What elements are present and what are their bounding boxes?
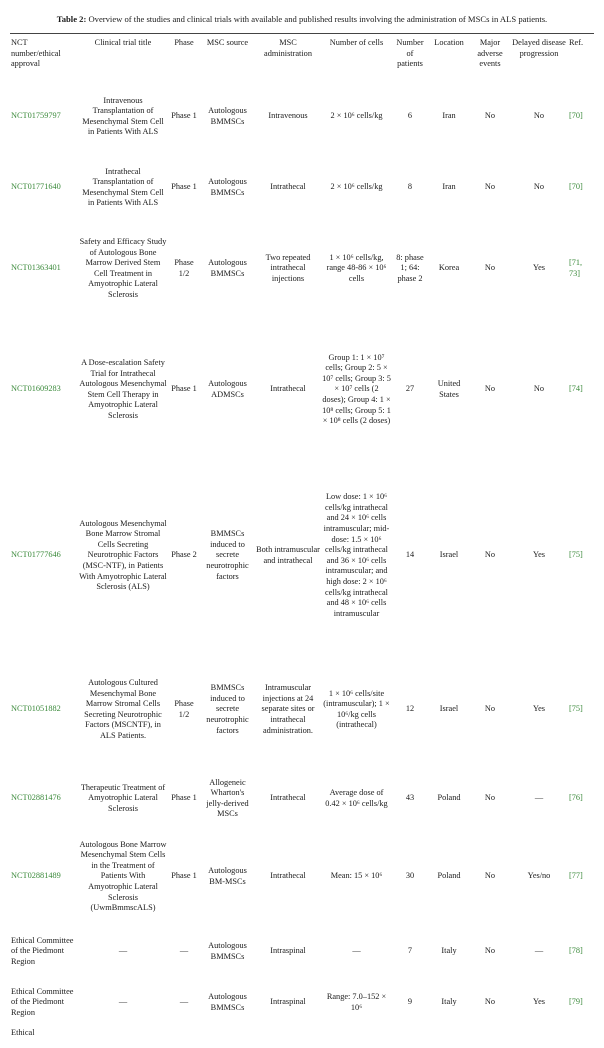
cells-cell: Low dose: 1 × 10⁶ cells/kg intrathecal and 24 × 10⁶ cells intramuscular; mid-dose: 1.5 × 10⁶ cells/kg intrathecal and 36 × 10⁶ cells intramuscular; and high dose: 2 × 10⁶ cells/kg intrathecal and 48 × 10⁶ cells intramuscular — [323, 492, 390, 618]
trial-title: Autologous Bone Marrow Mesenchymal Stem Cells in the Treatment of Patients With Amyotrophic Lateral Sclerosis (UwmBmmscALS) — [79, 839, 167, 913]
trials-table — [10, 38, 594, 1048]
adverse-cell: No — [484, 793, 496, 803]
trial-title: Autologous Mesenchymal Bone Marrow Stromal Cells Secreting Neurotrophic Factors (MSC-NTF), in Patients With Amyotrophic Lateral Sclerosis (ALS) — [79, 518, 167, 592]
nct-link[interactable]: NCT01759797 — [11, 111, 61, 121]
patients-cell: 14 — [405, 550, 415, 560]
admin-cell: Intrathecal — [270, 793, 306, 803]
delayed-cell: No — [533, 182, 545, 192]
trial-title — [78, 1028, 168, 1048]
header-cells: Number of cells — [329, 38, 384, 47]
phase-cell: Phase 1/2 — [174, 258, 194, 278]
header-location: Location — [434, 38, 464, 47]
patients-cell — [392, 1028, 428, 1048]
phase-cell: Phase 1/2 — [174, 699, 194, 719]
adverse-cell: No — [484, 182, 496, 192]
ref-link[interactable]: [74] — [569, 384, 583, 394]
ref-link[interactable]: [79] — [569, 997, 583, 1007]
delayed-cell: — — [534, 793, 544, 803]
trial-title: Therapeutic Treatment of Amyotrophic Lateral Sclerosis — [80, 782, 166, 814]
cells-cell: Range: 7.0–152 × 10⁶ — [326, 992, 387, 1012]
location-cell — [428, 1028, 470, 1048]
ethics-approval: Ethical — [11, 1027, 35, 1037]
location-cell: Israel — [439, 704, 459, 714]
header-row — [10, 38, 594, 78]
ref-link[interactable]: [75] — [569, 704, 583, 714]
ref-link[interactable]: [78] — [569, 946, 583, 956]
ref-link[interactable]: [70] — [569, 182, 583, 192]
location-cell: Poland — [437, 793, 461, 803]
phase-cell: Phase 1 — [171, 384, 197, 394]
adverse-cell: No — [484, 111, 496, 121]
delayed-cell: Yes — [532, 704, 546, 714]
header-nct: NCT number/ethical approval — [11, 38, 61, 69]
admin-cell: Intrathecal — [270, 182, 306, 192]
nct-link[interactable]: NCT01051882 — [11, 704, 61, 714]
phase-cell: Phase 1 — [171, 111, 197, 121]
patients-cell: 7 — [407, 946, 413, 956]
source-cell: BMMSCs induced to secrete neurotrophic factors — [206, 529, 249, 581]
location-cell: Italy — [441, 997, 457, 1007]
header-admin: MSC administration — [264, 38, 312, 58]
admin-cell — [255, 1028, 321, 1048]
table-row — [10, 926, 594, 978]
adverse-cell: No — [484, 550, 496, 560]
trial-title: — — [118, 946, 128, 956]
location-cell: Korea — [438, 263, 460, 273]
source-cell: Autologous BM-MSCs — [208, 866, 247, 886]
ref-link[interactable]: [76] — [569, 793, 583, 803]
location-cell: Iran — [442, 111, 456, 121]
ref-link[interactable]: [77] — [569, 871, 583, 881]
table-row — [10, 220, 594, 318]
header-ref: Ref. — [569, 38, 584, 47]
cells-cell — [321, 1028, 392, 1048]
admin-cell: Intrathecal — [270, 384, 306, 394]
cells-cell: 1 × 10⁶ cells/kg, range 48-86 × 10⁶ cells — [326, 252, 387, 284]
nct-link[interactable]: NCT01363401 — [11, 263, 61, 273]
source-cell: Autologous BMMSCs — [208, 106, 247, 126]
location-cell: Iran — [442, 182, 456, 192]
source-cell: BMMSCs induced to secrete neurotrophic factors — [206, 683, 249, 735]
location-cell: Poland — [437, 871, 461, 881]
adverse-cell: No — [484, 384, 496, 394]
source-cell — [200, 1028, 255, 1048]
nct-link[interactable]: NCT02881489 — [11, 871, 61, 881]
cells-cell: 2 × 10⁶ cells/kg — [330, 182, 383, 192]
trial-title: Safety and Efficacy Study of Autologous Bone Marrow Derived Stem Cell Treatment in Amyotrophic Lateral Sclerosis — [79, 237, 167, 299]
admin-cell: Two repeated intrathecal injections — [265, 252, 311, 284]
ethics-approval: Ethical Committee of the Piedmont Region — [11, 935, 74, 967]
patients-cell: 8: phase 1; 64: phase 2 — [396, 252, 424, 284]
source-cell: Allogeneic Wharton's jelly-derived MSCs — [206, 777, 249, 819]
admin-cell: Intramuscular injections at 24 separate sites or intrathecal administration. — [261, 683, 315, 735]
table-row — [10, 770, 594, 828]
trial-title: Intravenous Transplantation of Mesenchymal Stem Cell in Patients With ALS — [82, 95, 164, 137]
table-row — [10, 156, 594, 220]
delayed-cell: No — [533, 111, 545, 121]
header-phase: Phase — [174, 38, 194, 47]
table-caption — [0, 14, 604, 25]
nct-link[interactable]: NCT01771640 — [11, 182, 61, 192]
source-cell: Autologous BMMSCs — [208, 992, 247, 1012]
delayed-cell: — — [534, 946, 544, 956]
delayed-cell: Yes — [532, 263, 546, 273]
delayed-cell: Yes — [532, 997, 546, 1007]
caption-label: Table 2: — [56, 14, 87, 24]
phase-cell: Phase 1 — [171, 793, 197, 803]
table-row — [10, 828, 594, 926]
header-delayed: Delayed disease progression — [512, 38, 566, 58]
ref-link[interactable] — [568, 1028, 594, 1048]
patients-cell: 8 — [407, 182, 413, 192]
patients-cell: 6 — [407, 111, 413, 121]
location-cell: Israel — [439, 550, 459, 560]
patients-cell: 9 — [407, 997, 413, 1007]
phase-cell: — — [179, 946, 189, 956]
admin-cell: Intraspinal — [270, 946, 306, 956]
delayed-cell: Yes/no — [527, 871, 551, 881]
trial-title: — — [118, 997, 128, 1007]
adverse-cell: No — [484, 946, 496, 956]
location-cell: Italy — [441, 946, 457, 956]
delayed-cell — [510, 1028, 568, 1048]
trial-title: Autologous Cultured Mesenchymal Bone Marrow Stromal Cells Secreting Neurotrophic Factors (MSCNTF), in ALS Patients. — [84, 678, 162, 740]
table-row — [10, 978, 594, 1028]
phase-cell: Phase 2 — [171, 550, 197, 560]
nct-link[interactable]: NCT01777646 — [11, 550, 61, 560]
table-row — [10, 318, 594, 462]
trial-title: Intrathecal Transplantation of Mesenchymal Stem Cell in Patients With ALS — [82, 166, 164, 208]
patients-cell: 27 — [405, 384, 415, 394]
adverse-cell: No — [484, 871, 496, 881]
cells-cell: Group 1: 1 × 10⁷ cells; Group 2: 5 × 10⁷ cells; Group 3: 5 × 10⁷ cells (2 doses); Group 4: 1 × 10⁸ cells; Group 5: 1 × 10⁸ cells (2 doses) — [322, 352, 391, 426]
phase-cell: Phase 1 — [171, 871, 197, 881]
caption-text: Overview of the studies and clinical trials with available and published results involving the administration of MSCs in ALS patients. — [86, 14, 548, 24]
patients-cell: 12 — [405, 704, 415, 714]
cells-cell: Mean: 15 × 10⁶ — [330, 871, 383, 881]
delayed-cell: Yes — [532, 550, 546, 560]
patients-cell: 30 — [405, 871, 415, 881]
patients-cell: 43 — [405, 793, 415, 803]
table-row — [10, 78, 594, 156]
top-rule — [10, 33, 594, 34]
admin-cell: Intraspinal — [270, 997, 306, 1007]
cells-cell: — — [352, 946, 361, 956]
ethics-approval: Ethical Committee of the Piedmont Region — [11, 986, 74, 1018]
trial-title: A Dose-escalation Safety Trial for Intrathecal Autologous Mesenchymal Stem Cell Therapy in Amyotrophic Lateral Sclerosis — [79, 358, 167, 420]
header-source: MSC source — [206, 38, 249, 47]
ref-link[interactable]: [71, 73] — [569, 258, 583, 278]
phase-cell: Phase 1 — [171, 182, 197, 192]
ref-link[interactable]: [75] — [569, 550, 583, 560]
delayed-cell: No — [533, 384, 545, 394]
table-row — [10, 650, 594, 770]
table-row — [10, 1028, 594, 1048]
cells-cell: 2 × 10⁶ cells/kg — [330, 111, 383, 121]
source-cell: Autologous BMMSCs — [208, 941, 247, 961]
location-cell: United States — [437, 379, 461, 399]
source-cell: Autologous BMMSCs — [208, 177, 247, 197]
source-cell: Autologous BMMSCs — [208, 258, 247, 278]
header-title: Clinical trial title — [94, 38, 152, 47]
adverse-cell: No — [484, 263, 496, 273]
phase-cell — [168, 1028, 200, 1048]
adverse-cell: No — [484, 704, 496, 714]
header-adverse: Major adverse events — [477, 38, 503, 69]
source-cell: Autologous ADMSCs — [208, 379, 247, 399]
adverse-cell — [470, 1028, 510, 1048]
admin-cell: Both intramuscular and intrathecal — [256, 545, 320, 565]
phase-cell: — — [179, 997, 189, 1007]
cells-cell: 1 × 10⁶ cells/site (intramuscular); 1 × 10⁶/kg cells (intrathecal) — [323, 688, 390, 730]
ref-link[interactable]: [70] — [569, 111, 583, 121]
nct-link[interactable]: NCT02881476 — [11, 793, 61, 803]
admin-cell: Intravenous — [268, 111, 308, 121]
header-patients: Number of patients — [396, 38, 424, 69]
adverse-cell: No — [484, 997, 496, 1007]
admin-cell: Intrathecal — [270, 871, 306, 881]
cells-cell: Average dose of 0.42 × 10⁶ cells/kg — [325, 788, 388, 808]
table-row — [10, 462, 594, 650]
nct-link[interactable]: NCT01609283 — [11, 384, 61, 394]
